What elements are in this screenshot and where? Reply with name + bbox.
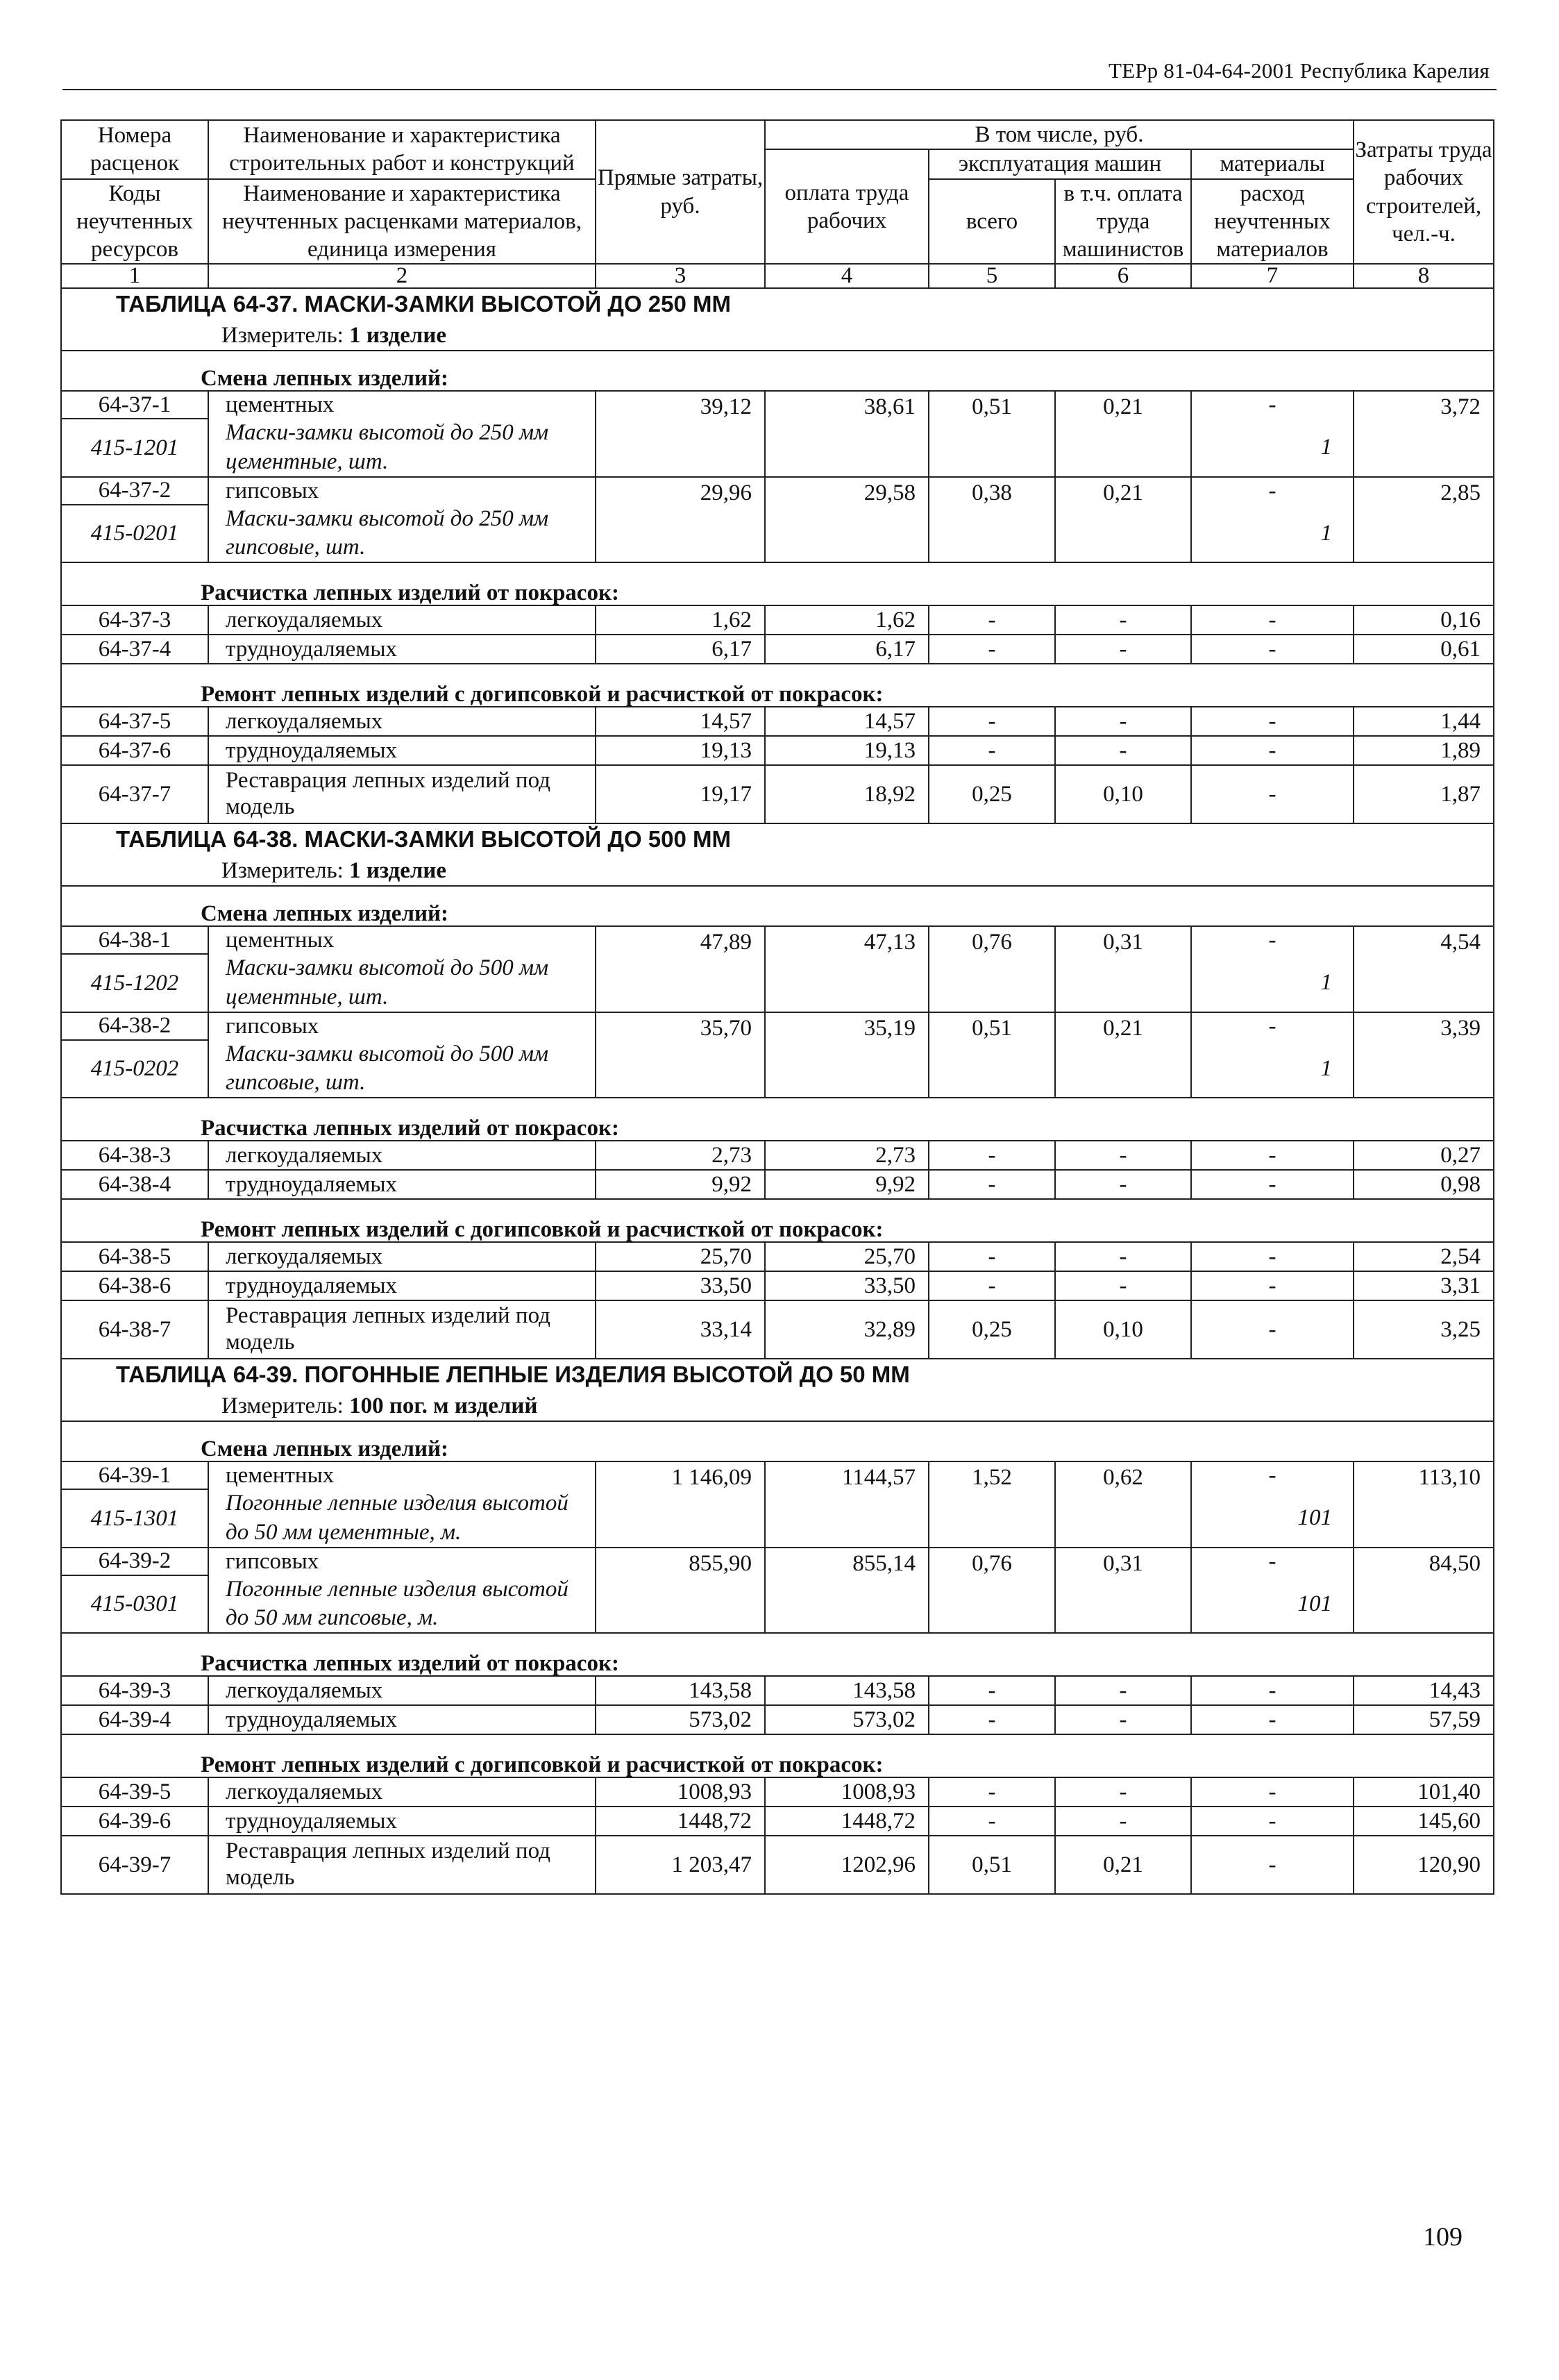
direct-cost: 33,14 [596, 1300, 765, 1359]
labor-hours: 145,60 [1354, 1807, 1494, 1836]
labor-hours: 1,89 [1354, 736, 1494, 765]
work-name: легкоудаляемых [208, 605, 596, 635]
group-heading-row [61, 562, 1494, 605]
rate-row [61, 1705, 1494, 1734]
group-heading-row [61, 351, 1494, 391]
work-name: легкоудаляемых [208, 1141, 596, 1170]
machines-total: 0,25 [929, 1300, 1055, 1359]
labor-hours: 0,16 [1354, 605, 1494, 635]
meter-value: 1 изделие [349, 322, 447, 348]
rate-code: 64-37-5 [61, 707, 208, 736]
rate-row [61, 477, 1494, 505]
direct-cost: 855,90 [596, 1548, 765, 1634]
direct-cost: 143,58 [596, 1676, 765, 1705]
labor-hours: 2,85 [1354, 477, 1494, 563]
header-rate-numbers: Номера расценок [61, 120, 208, 179]
labor-pay: 29,58 [765, 477, 929, 563]
table-meter [61, 855, 1494, 886]
materials-value: - [1191, 1836, 1354, 1894]
rate-code: 64-38-1 [61, 926, 208, 954]
table-title-row [61, 823, 1494, 855]
labor-pay: 25,70 [765, 1242, 929, 1271]
header-unaccounted-materials: расход неучтенных материалов [1191, 179, 1354, 265]
machines-total: 0,51 [929, 391, 1055, 477]
direct-cost: 33,50 [596, 1271, 765, 1300]
direct-cost: 35,70 [596, 1012, 765, 1098]
labor-pay: 32,89 [765, 1300, 929, 1359]
labor-hours: 101,40 [1354, 1777, 1494, 1807]
work-name: Реставрация лепных изделий под модель [208, 1300, 596, 1359]
rate-code: 64-38-5 [61, 1242, 208, 1271]
labor-hours: 14,43 [1354, 1676, 1494, 1705]
materials-value: - [1191, 1777, 1354, 1807]
materials-value: - [1191, 635, 1354, 664]
meter-value: 1 изделие [349, 857, 447, 883]
rate-row [61, 1836, 1494, 1894]
work-name: трудноудаляемых [208, 635, 596, 664]
rate-code: 64-38-6 [61, 1271, 208, 1300]
header-direct-costs: Прямые затраты, руб. [596, 120, 765, 264]
rate-code: 64-37-4 [61, 635, 208, 664]
machines-total: - [929, 1271, 1055, 1300]
group-heading: Смена лепных изделий: [61, 886, 1494, 926]
machinists-pay: - [1055, 736, 1191, 765]
work-name: легкоудаляемых [208, 1242, 596, 1271]
machinists-pay: 0,10 [1055, 765, 1191, 823]
rate-code: 64-39-6 [61, 1807, 208, 1836]
labor-pay: 38,61 [765, 391, 929, 477]
machines-total: 0,51 [929, 1836, 1055, 1894]
machines-total: - [929, 1705, 1055, 1734]
header-work-name: Наименование и характеристика строительных работ и конструкций [208, 120, 596, 179]
work-name: гипсовых [208, 1548, 596, 1575]
labor-pay: 573,02 [765, 1705, 929, 1734]
labor-hours: 0,27 [1354, 1141, 1494, 1170]
labor-hours: 0,61 [1354, 635, 1494, 664]
header-labor-pay: оплата труда рабочих [765, 149, 929, 264]
header-rule [62, 89, 1497, 90]
resource-name: Погонные лепные изделия высотой до 50 мм гипсовые, м. [208, 1575, 596, 1634]
materials-value: - [1191, 736, 1354, 765]
group-heading-row [61, 1734, 1494, 1777]
rate-row [61, 1807, 1494, 1836]
materials-value: - [1191, 1012, 1354, 1040]
header-machines: эксплуатация машин [929, 149, 1191, 178]
direct-cost: 1 203,47 [596, 1836, 765, 1894]
resource-name: Погонные лепные изделия высотой до 50 мм цементные, м. [208, 1489, 596, 1548]
machinists-pay: 0,21 [1055, 391, 1191, 477]
machinists-pay: - [1055, 1705, 1191, 1734]
meter-row [61, 320, 1494, 351]
labor-pay: 19,13 [765, 736, 929, 765]
machinists-pay: 0,31 [1055, 1548, 1191, 1634]
labor-pay: 1,62 [765, 605, 929, 635]
table-title-row [61, 288, 1494, 320]
resource-name: Маски-замки высотой до 500 мм цементные, шт. [208, 954, 596, 1012]
work-name: гипсовых [208, 477, 596, 505]
document-header-title: ТЕРр 81-04-64-2001 Республика Карелия [1108, 58, 1490, 83]
resource-quantity: 101 [1191, 1575, 1354, 1634]
work-name: гипсовых [208, 1012, 596, 1040]
labor-pay: 47,13 [765, 926, 929, 1012]
work-name: цементных [208, 391, 596, 419]
direct-cost: 1448,72 [596, 1807, 765, 1836]
labor-pay: 14,57 [765, 707, 929, 736]
labor-pay: 2,73 [765, 1141, 929, 1170]
rate-code: 64-37-6 [61, 736, 208, 765]
materials-value: - [1191, 1170, 1354, 1199]
work-name: цементных [208, 1461, 596, 1489]
resource-code: 415-1202 [61, 954, 208, 1012]
group-heading-row [61, 1199, 1494, 1242]
materials-value: - [1191, 1271, 1354, 1300]
machinists-pay: - [1055, 707, 1191, 736]
machines-total: 0,76 [929, 926, 1055, 1012]
machines-total: - [929, 736, 1055, 765]
table-meter [61, 320, 1494, 351]
labor-hours: 3,31 [1354, 1271, 1494, 1300]
work-name: Реставрация лепных изделий под модель [208, 765, 596, 823]
labor-hours: 0,98 [1354, 1170, 1494, 1199]
machines-total: - [929, 1676, 1055, 1705]
direct-cost: 1 146,09 [596, 1461, 765, 1548]
machinists-pay: 0,21 [1055, 477, 1191, 563]
machinists-pay: - [1055, 1170, 1191, 1199]
meter-row [61, 855, 1494, 886]
machinists-pay: - [1055, 1242, 1191, 1271]
machines-total: - [929, 635, 1055, 664]
resource-name: Маски-замки высотой до 250 мм цементные, шт. [208, 419, 596, 477]
machines-total: 0,25 [929, 765, 1055, 823]
direct-cost: 1008,93 [596, 1777, 765, 1807]
labor-hours: 57,59 [1354, 1705, 1494, 1734]
work-name: легкоудаляемых [208, 1676, 596, 1705]
materials-value: - [1191, 1807, 1354, 1836]
direct-cost: 14,57 [596, 707, 765, 736]
group-heading: Расчистка лепных изделий от покрасок: [61, 1098, 1494, 1141]
group-heading-row [61, 886, 1494, 926]
materials-value: - [1191, 1300, 1354, 1359]
table-title: ТАБЛИЦА 64-38. МАСКИ-ЗАМКИ ВЫСОТОЙ ДО 500 ММ [61, 823, 1494, 855]
machinists-pay: 0,21 [1055, 1012, 1191, 1098]
direct-cost: 573,02 [596, 1705, 765, 1734]
materials-value: - [1191, 1548, 1354, 1575]
resource-code: 415-0301 [61, 1575, 208, 1634]
labor-hours: 120,90 [1354, 1836, 1494, 1894]
rate-row [61, 1170, 1494, 1199]
materials-value: - [1191, 1242, 1354, 1271]
work-name: трудноудаляемых [208, 1807, 596, 1836]
machinists-pay: 0,10 [1055, 1300, 1191, 1359]
labor-hours: 113,10 [1354, 1461, 1494, 1548]
table-title-row [61, 1359, 1494, 1391]
direct-cost: 1,62 [596, 605, 765, 635]
header-resource-codes: Коды неучтенных ресурсов [61, 179, 208, 265]
group-heading: Смена лепных изделий: [61, 351, 1494, 391]
resource-quantity: 1 [1191, 1040, 1354, 1098]
labor-pay: 9,92 [765, 1170, 929, 1199]
machines-total: 1,52 [929, 1461, 1055, 1548]
materials-value: - [1191, 605, 1354, 635]
work-name: трудноудаляемых [208, 1271, 596, 1300]
rate-code: 64-38-7 [61, 1300, 208, 1359]
labor-pay: 1448,72 [765, 1807, 929, 1836]
direct-cost: 6,17 [596, 635, 765, 664]
machines-total: - [929, 1807, 1055, 1836]
machines-total: - [929, 1170, 1055, 1199]
work-name: Реставрация лепных изделий под модель [208, 1836, 596, 1894]
machines-total: - [929, 1242, 1055, 1271]
group-heading: Расчистка лепных изделий от покрасок: [61, 562, 1494, 605]
table-title: ТАБЛИЦА 64-37. МАСКИ-ЗАМКИ ВЫСОТОЙ ДО 250 ММ [61, 288, 1494, 320]
group-heading: Ремонт лепных изделий с догипсовкой и расчисткой от покрасок: [61, 1199, 1494, 1242]
column-number: 8 [1354, 264, 1494, 288]
header-including: В том числе, руб. [765, 120, 1354, 149]
column-number: 1 [61, 264, 208, 288]
group-heading: Ремонт лепных изделий с догипсовкой и расчисткой от покрасок: [61, 664, 1494, 707]
materials-value: - [1191, 1676, 1354, 1705]
machines-total: - [929, 707, 1055, 736]
machinists-pay: 0,62 [1055, 1461, 1191, 1548]
meter-row [61, 1391, 1494, 1421]
rate-row [61, 1461, 1494, 1489]
rate-code: 64-39-3 [61, 1676, 208, 1705]
labor-hours: 1,87 [1354, 765, 1494, 823]
labor-pay: 33,50 [765, 1271, 929, 1300]
materials-value: - [1191, 1461, 1354, 1489]
machinists-pay: 0,31 [1055, 926, 1191, 1012]
rate-row [61, 1777, 1494, 1807]
work-name: трудноудаляемых [208, 736, 596, 765]
rate-code: 64-39-7 [61, 1836, 208, 1894]
labor-pay: 35,19 [765, 1012, 929, 1098]
materials-value: - [1191, 1141, 1354, 1170]
group-heading-row [61, 1098, 1494, 1141]
labor-hours: 3,72 [1354, 391, 1494, 477]
resource-name: Маски-замки высотой до 250 мм гипсовые, шт. [208, 505, 596, 563]
resource-quantity: 1 [1191, 505, 1354, 563]
column-number: 3 [596, 264, 765, 288]
work-name: легкоудаляемых [208, 707, 596, 736]
labor-hours: 4,54 [1354, 926, 1494, 1012]
labor-pay: 18,92 [765, 765, 929, 823]
direct-cost: 19,17 [596, 765, 765, 823]
labor-pay: 143,58 [765, 1676, 929, 1705]
rate-row [61, 605, 1494, 635]
machinists-pay: 0,21 [1055, 1836, 1191, 1894]
materials-value: - [1191, 477, 1354, 505]
work-name: цементных [208, 926, 596, 954]
rate-row [61, 1548, 1494, 1575]
header-machines-total: всего [929, 179, 1055, 265]
header-labor-hours: Затраты труда рабочих строителей, чел.-ч. [1354, 120, 1494, 264]
labor-hours: 3,25 [1354, 1300, 1494, 1359]
page-number: 109 [1423, 2222, 1463, 2252]
machinists-pay: - [1055, 1676, 1191, 1705]
machines-total: 0,51 [929, 1012, 1055, 1098]
meter-label: Измеритель: [221, 322, 350, 348]
group-heading: Расчистка лепных изделий от покрасок: [61, 1633, 1494, 1676]
rate-code: 64-39-1 [61, 1461, 208, 1489]
meter-label: Измеритель: [221, 857, 350, 883]
resource-code: 415-0201 [61, 505, 208, 563]
labor-pay: 6,17 [765, 635, 929, 664]
group-heading-row [61, 1421, 1494, 1461]
labor-hours: 1,44 [1354, 707, 1494, 736]
rate-code: 64-39-2 [61, 1548, 208, 1575]
direct-cost: 29,96 [596, 477, 765, 563]
column-number: 2 [208, 264, 596, 288]
rate-row [61, 1300, 1494, 1359]
resource-quantity: 101 [1191, 1489, 1354, 1548]
header-machinists-pay: в т.ч. оплата труда машинистов [1055, 179, 1191, 265]
work-name: трудноудаляемых [208, 1170, 596, 1199]
column-number: 7 [1191, 264, 1354, 288]
resource-code: 415-0202 [61, 1040, 208, 1098]
column-number: 5 [929, 264, 1055, 288]
table-title: ТАБЛИЦА 64-39. ПОГОННЫЕ ЛЕПНЫЕ ИЗДЕЛИЯ ВЫСОТОЙ ДО 50 ММ [61, 1359, 1494, 1391]
column-numbers-row [61, 264, 1494, 288]
column-number: 6 [1055, 264, 1191, 288]
rate-code: 64-37-1 [61, 391, 208, 419]
rate-code: 64-37-3 [61, 605, 208, 635]
rate-row [61, 736, 1494, 765]
rate-row [61, 391, 1494, 419]
rate-row [61, 765, 1494, 823]
labor-pay: 1202,96 [765, 1836, 929, 1894]
header-material-name: Наименование и характеристика неучтенных расценками материалов, единица измерения [208, 179, 596, 265]
materials-value: - [1191, 707, 1354, 736]
direct-cost: 9,92 [596, 1170, 765, 1199]
materials-value: - [1191, 391, 1354, 419]
rate-row [61, 1141, 1494, 1170]
materials-value: - [1191, 926, 1354, 954]
machines-total: - [929, 1777, 1055, 1807]
group-heading-row [61, 664, 1494, 707]
labor-pay: 855,14 [765, 1548, 929, 1634]
rates-table [60, 119, 1494, 1895]
work-name: трудноудаляемых [208, 1705, 596, 1734]
work-name: легкоудаляемых [208, 1777, 596, 1807]
materials-value: - [1191, 765, 1354, 823]
rate-row [61, 1012, 1494, 1040]
direct-cost: 25,70 [596, 1242, 765, 1271]
labor-hours: 2,54 [1354, 1242, 1494, 1271]
direct-cost: 2,73 [596, 1141, 765, 1170]
direct-cost: 39,12 [596, 391, 765, 477]
meter-label: Измеритель: [221, 1393, 350, 1418]
rate-code: 64-39-5 [61, 1777, 208, 1807]
rate-code: 64-37-7 [61, 765, 208, 823]
header-materials: материалы [1191, 149, 1354, 178]
machines-total: 0,38 [929, 477, 1055, 563]
group-heading: Смена лепных изделий: [61, 1421, 1494, 1461]
machinists-pay: - [1055, 1777, 1191, 1807]
rate-row [61, 1271, 1494, 1300]
machinists-pay: - [1055, 605, 1191, 635]
table-meter [61, 1391, 1494, 1421]
resource-name: Маски-замки высотой до 500 мм гипсовые, шт. [208, 1040, 596, 1098]
rate-code: 64-37-2 [61, 477, 208, 505]
rate-code: 64-39-4 [61, 1705, 208, 1734]
rate-code: 64-38-2 [61, 1012, 208, 1040]
machines-total: - [929, 605, 1055, 635]
rate-row [61, 926, 1494, 954]
resource-quantity: 1 [1191, 954, 1354, 1012]
machinists-pay: - [1055, 635, 1191, 664]
labor-hours: 3,39 [1354, 1012, 1494, 1098]
direct-cost: 19,13 [596, 736, 765, 765]
machinists-pay: - [1055, 1271, 1191, 1300]
machines-total: - [929, 1141, 1055, 1170]
rate-code: 64-38-4 [61, 1170, 208, 1199]
labor-pay: 1008,93 [765, 1777, 929, 1807]
materials-value: - [1191, 1705, 1354, 1734]
group-heading-row [61, 1633, 1494, 1676]
column-number: 4 [765, 264, 929, 288]
rate-row [61, 707, 1494, 736]
machinists-pay: - [1055, 1141, 1191, 1170]
machines-total: 0,76 [929, 1548, 1055, 1634]
rate-row [61, 1676, 1494, 1705]
resource-code: 415-1301 [61, 1489, 208, 1548]
meter-value: 100 пог. м изделий [349, 1393, 538, 1418]
machinists-pay: - [1055, 1807, 1191, 1836]
resource-code: 415-1201 [61, 419, 208, 477]
rate-code: 64-38-3 [61, 1141, 208, 1170]
group-heading: Ремонт лепных изделий с догипсовкой и расчисткой от покрасок: [61, 1734, 1494, 1777]
rate-row [61, 1242, 1494, 1271]
direct-cost: 47,89 [596, 926, 765, 1012]
labor-pay: 1144,57 [765, 1461, 929, 1548]
resource-quantity: 1 [1191, 419, 1354, 477]
labor-hours: 84,50 [1354, 1548, 1494, 1634]
rate-row [61, 635, 1494, 664]
